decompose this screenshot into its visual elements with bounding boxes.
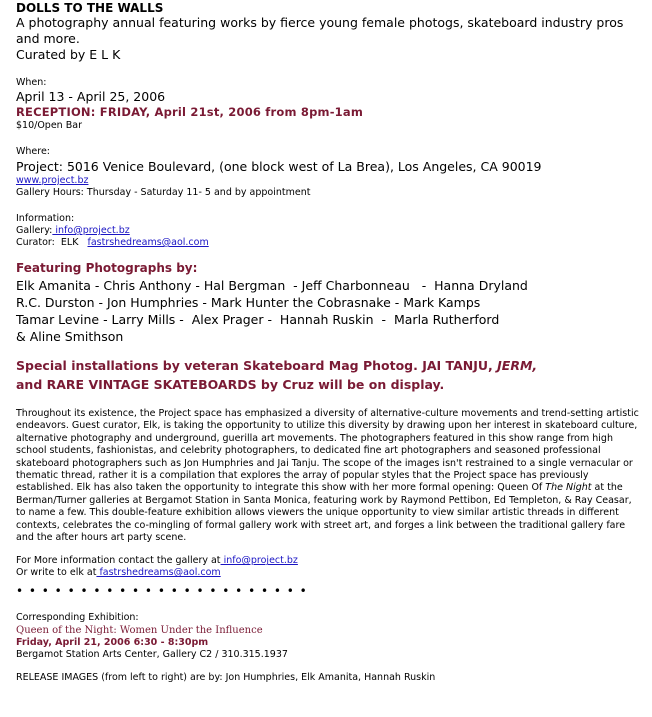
information-label: Information: xyxy=(16,213,75,224)
event-dates: April 13 - April 25, 2006 xyxy=(16,89,166,104)
where-label: Where: xyxy=(16,146,51,157)
contact-prefix-2: Or write to elk at xyxy=(16,567,97,579)
featuring-heading: Featuring Photographs by: xyxy=(16,261,198,275)
special-jerm: JERM, xyxy=(497,358,538,373)
body-text-a: Throughout its existence, the Project space has emphasized a diversity of alternative-culture movements and trend-setting artistic endeavors. Guest curator, Elk, is taking the opportunity to utilize this diversity by drawing upon her interest in skateboard culture, alternative photography and underground, guerilla art movements. The photographers featured in this show range from high school students, fashionistas, and celebrity photographers, to dedicated fine art photographers and seasoned professional skateboard photographers such as Jon Humphries and Jai Tanju. The scope of the images isn't restrained to a single vernacular or thematic thread, rather it is a compilation that explores the array of popular styles that the Project space has previously established. Elk has also taken the opportunity to integrate this show with her more formal opening: Queen Of xyxy=(16,408,639,494)
gallery-hours: Gallery Hours: Thursday - Saturday 11- 5 and by appointment xyxy=(16,187,311,198)
page xyxy=(16,0,646,684)
reception: RECEPTION: FRIDAY, April 21st, 2006 from 8pm-1am xyxy=(16,105,364,119)
price: $10/Open Bar xyxy=(16,120,82,131)
address: Project: 5016 Venice Boulevard, (one block west of La Brea), Los Angeles, CA 90019 xyxy=(16,159,542,174)
contact-line-1 xyxy=(16,555,646,567)
website-link[interactable]: www.project.bz xyxy=(16,175,89,186)
gallery-email-link[interactable]: info@project.bz xyxy=(52,225,130,236)
special-text: Special installations by veteran Skateboard Mag Photog. JAI TANJU, xyxy=(16,358,498,373)
corresponding-title: Queen of the Night: Women Under the Influence xyxy=(16,625,263,637)
corresponding-venue: Bergamot Station Arts Center, Gallery C2 / 310.315.1937 xyxy=(16,649,288,661)
body-italic: The Night xyxy=(545,482,592,494)
curator-contact xyxy=(16,237,646,249)
contact-line-2 xyxy=(16,567,646,579)
special-installations-line-2: and RARE VINTAGE SKATEBOARDS by Cruz will be on display. xyxy=(16,377,445,392)
gallery-contact xyxy=(16,225,646,237)
description: A photography annual featuring works by fierce young female photogs, skateboard industry pros and more. xyxy=(16,15,624,46)
photographer-line-1: Elk Amanita - Chris Anthony - Hal Bergman - Jeff Charbonneau - Hanna Dryland xyxy=(16,278,528,293)
body-text-b: at the Berman/Turner galleries at Bergamot Station in Santa Monica, featuring work by Raymond Pettibon, Ed Templeton, & Ray Ceasar, to name a few. This double-feature exhibition allows viewers the unique opportunity to view similar artistic threads in different contexts, celebrates the co-mingling of formal gallery work with street art, and forges a link between the traditional gallery fare and the after hours art party scene. xyxy=(16,482,632,544)
contact-prefix-1: For More information contact the gallery at xyxy=(16,555,221,567)
photographer-line-4: & Aline Smithson xyxy=(16,329,124,344)
contact-email-link-2[interactable]: fastrshedreams@aol.com xyxy=(96,567,221,579)
photographer-line-3: Tamar Levine - Larry Mills - Alex Prager - Hannah Ruskin - Marla Rutherford xyxy=(16,312,500,327)
curated-by: Curated by E L K xyxy=(16,47,121,62)
release-images: RELEASE IMAGES (from left to right) are by: Jon Humphries, Elk Amanita, Hannah Ruskin xyxy=(16,672,436,684)
curator-email-link[interactable]: fastrshedreams@aol.com xyxy=(87,237,209,248)
contact-email-link-1[interactable]: info@project.bz xyxy=(220,555,298,567)
when-label: When: xyxy=(16,77,47,88)
body-paragraph xyxy=(16,408,644,544)
corresponding-label: Corresponding Exhibition: xyxy=(16,612,139,624)
photographer-line-2: R.C. Durston - Jon Humphries - Mark Hunter the Cobrasnake - Mark Kamps xyxy=(16,295,481,310)
corresponding-date: Friday, April 21, 2006 6:30 - 8:30pm xyxy=(16,637,209,649)
dot-divider: • • • • • • • • • • • • • • • • • • • • • • • xyxy=(16,584,308,599)
page-title: DOLLS TO THE WALLS xyxy=(16,1,164,15)
gallery-prefix: Gallery: xyxy=(16,225,53,236)
special-installations-line-1 xyxy=(16,356,646,375)
curator-prefix: Curator: ELK xyxy=(16,237,88,248)
